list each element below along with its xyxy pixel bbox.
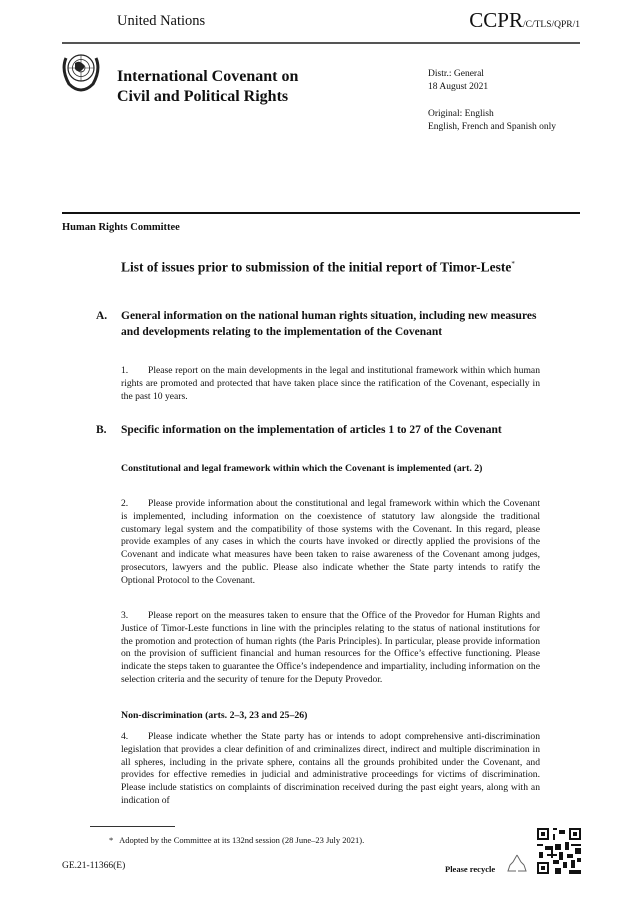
committee-name: Human Rights Committee (62, 222, 180, 233)
recycle-note: Please recycle (445, 864, 496, 874)
distribution-info (428, 68, 488, 94)
document-date: 18 August 2021 (428, 82, 489, 92)
recycle-icon (506, 853, 528, 875)
section-a-letter: A. (96, 310, 108, 322)
distribution: Distr.: General (428, 69, 484, 79)
paragraph-number: 3. (121, 610, 129, 621)
treaty-title (117, 67, 298, 107)
footnote-divider (90, 826, 175, 827)
header-divider (62, 42, 580, 44)
organization-name: United Nations (117, 13, 206, 29)
paragraph-3 (121, 610, 540, 687)
paragraph-number: 2. (121, 498, 129, 509)
symbol-main: CCPR (469, 8, 523, 32)
paragraph-1 (121, 365, 540, 403)
paragraph-number: 1. (121, 365, 129, 376)
document-title-text: List of issues prior to submission of the initial report of Timor-Leste (121, 259, 512, 275)
section-a-heading (96, 308, 541, 340)
subheading-non-discrimination: Non-discrimination (arts. 2–3, 23 and 25–26) (121, 710, 308, 721)
document-title (121, 256, 521, 276)
paragraph-text: Please report on the main developments in the legal and institutional framework within which human rights are promoted and protected that have taken place since the ratification of the Covenant, especially in the past 10 years. (121, 365, 540, 402)
paragraph-number: 4. (121, 731, 129, 742)
language-info (428, 108, 556, 134)
section-b-heading (96, 422, 541, 438)
paragraph-text: Please indicate whether the State party has or intends to adopt comprehensive anti-discrimination legislation that provides a clear definition of and criminalizes direct, indirect and multiple discrimination in all spheres, including in the private sphere, contains all the grounds prohibited under the Covenant, and provides for effective remedies in judicial and administrative proceedings for victims of discrimination. Please include statistics on complaints of discrimination received during the past eight years, along with an indication of (121, 731, 540, 806)
section-b-title: Specific information on the implementation of articles 1 to 27 of the Covenant (121, 424, 502, 436)
paragraph-2 (121, 498, 540, 588)
original-language: Original: English (428, 109, 494, 119)
paragraph-text: Please provide information about the constitutional and legal framework within which the Covenant is implemented, including information on the coexistence of statutory law alongside the traditional customary legal system and the compatibility of those systems with the Covenant. In this regard, please provide examples of any cases in which the courts have invoked or directly applied the provisions of the Covenant and indicate what measures have been taken to raise awareness of the Covenant among judges, prosecutors, lawyers and the public. Please also indicate whether the State party intends to ratify the Optional Protocol to the Covenant. (121, 498, 540, 586)
un-emblem-icon (62, 48, 100, 92)
document-symbol (469, 8, 580, 33)
symbol-suffix: /C/TLS/QPR/1 (522, 20, 580, 30)
job-number: GE.21-11366(E) (62, 861, 126, 871)
treaty-title-line2: Civil and Political Rights (117, 88, 289, 105)
available-languages: English, French and Spanish only (428, 122, 556, 132)
paragraph-4 (121, 731, 540, 808)
subheading-constitutional-framework: Constitutional and legal framework within which the Covenant is implemented (art. 2) (121, 463, 483, 474)
treaty-title-line1: International Covenant on (117, 68, 299, 85)
section-a-title: General information on the national human rights situation, including new measures and developments relating to the implementation of the Covenant (121, 310, 537, 338)
qr-code-icon[interactable] (537, 828, 581, 874)
section-b-letter: B. (96, 424, 107, 436)
footnote: * Adopted by the Committee at its 132nd session (28 June–23 July 2021). (109, 835, 365, 845)
title-divider (62, 212, 580, 214)
footnote-marker: * (511, 260, 515, 268)
paragraph-text: Please report on the measures taken to ensure that the Office of the Provedor for Human Rights and Justice of Timor-Leste functions in line with the principles relating to the status of national institutions for the promotion and protection of human rights (the Paris Principles). In particular, please provide information on the provision of sufficient financial and human resources for the Office’s effective functioning. Please indicate the steps taken to guarantee the Office’s independence and impartiality, including information on the selection criteria and the security of tenure for the Deputy Provedor. (121, 610, 540, 685)
